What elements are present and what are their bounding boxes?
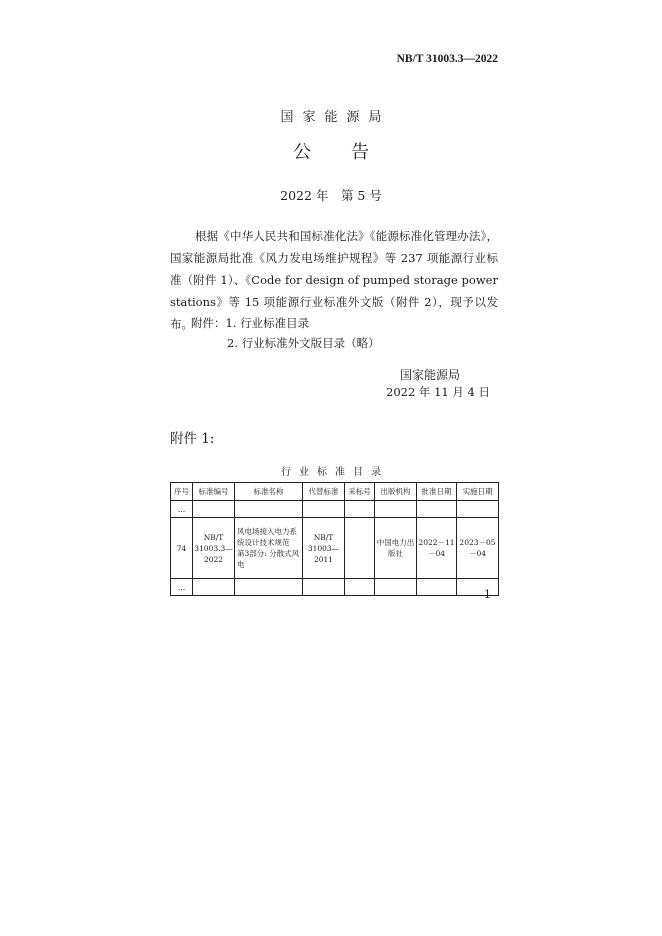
attachment-item-2 xyxy=(191,333,380,353)
announcement-body: 根据《中华人民共和国标准化法》《能源标准化管理办法》，国家能源局批准《风力发电场维护规程》等 237 项能源行业标准（附件 1）、《Code for design of pumped storage power stations》等 15 项能源行业标准外文版（附件 2），现予以发布。 xyxy=(170,229,498,331)
attachment-label: 2. 行业标准外文版目录（略） xyxy=(227,336,380,350)
signature-date: 2022 年 11 月 4 日 xyxy=(386,385,490,399)
announcement-title: 公告 xyxy=(293,142,409,163)
column-header: 批准日期 xyxy=(417,483,457,501)
table-header-row xyxy=(171,483,499,501)
table-row-ellipsis xyxy=(171,501,499,518)
standard-number-header: NB/T 31003.3—2022 xyxy=(396,53,498,65)
column-header: 实施日期 xyxy=(457,483,499,501)
column-header: 出版机构 xyxy=(375,483,417,501)
attachment-prefix: 附件： xyxy=(191,316,226,330)
column-header: 代替标准 xyxy=(303,483,345,501)
column-header: 标准编号 xyxy=(193,483,235,501)
cell-publisher: 中国电力出版社 xyxy=(375,518,417,579)
attachment-label: 1. 行业标准目录 xyxy=(225,316,310,330)
column-header: 标准名称 xyxy=(235,483,303,501)
cell-effective: 2023－05－04 xyxy=(457,518,499,579)
table-title: 行业标准目录 xyxy=(281,467,389,478)
standards-table xyxy=(170,482,499,596)
announcement-issue: 2022 年 第 5 号 xyxy=(280,188,382,203)
cell-approved: 2022－11－04 xyxy=(417,518,457,579)
attachment-item-1 xyxy=(191,313,380,333)
cell-name: 风电场接入电力系统设计技术规范 第3部分: 分散式风电 xyxy=(235,518,303,579)
ellipsis-cell: … xyxy=(171,501,193,518)
page-number: 1 xyxy=(484,588,491,601)
cell-replaces: NB/T 31003—2011 xyxy=(303,518,345,579)
table-row-ellipsis xyxy=(171,579,499,596)
column-header: 采标号 xyxy=(345,483,375,501)
agency-title: 国家能源局 xyxy=(280,110,391,125)
column-header: 序号 xyxy=(171,483,193,501)
table-row xyxy=(171,518,499,579)
cell-adopted xyxy=(345,518,375,579)
attachment-list xyxy=(191,313,380,353)
signature-org: 国家能源局 xyxy=(400,368,461,382)
cell-number: NB/T 31003.3—2022 xyxy=(193,518,235,579)
cell-seq: 74 xyxy=(171,518,193,579)
attachment1-heading: 附件 1: xyxy=(170,431,215,447)
ellipsis-cell: … xyxy=(171,579,193,596)
